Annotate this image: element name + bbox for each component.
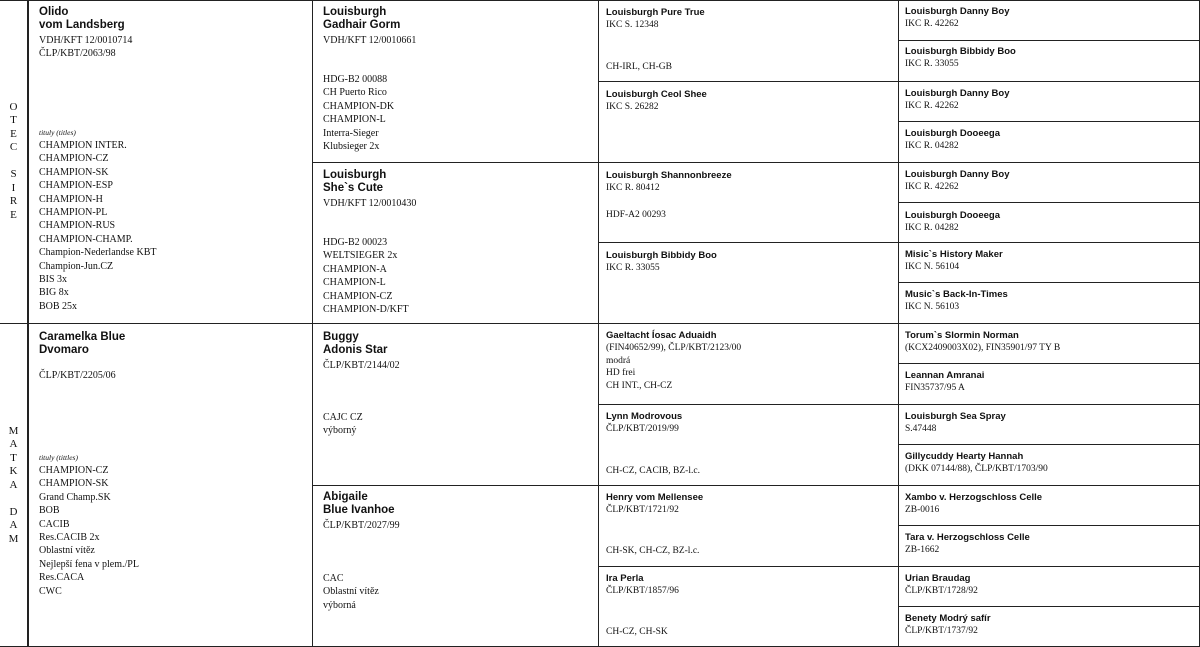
gen2-title: Oblastní vítěz bbox=[323, 586, 379, 598]
gen2-title: CH Puerto Rico bbox=[323, 87, 387, 99]
gen4-name: Urian Braudag bbox=[905, 573, 971, 584]
gen4-cell bbox=[898, 444, 1200, 485]
gen3-detail: modrá bbox=[606, 355, 631, 366]
gen2-title: výborná bbox=[323, 599, 356, 611]
gen2-title: výborný bbox=[323, 425, 357, 437]
gen4-name: Torum`s Slormin Norman bbox=[905, 330, 1019, 341]
gen4-registration: ČLP/KBT/1737/92 bbox=[905, 626, 978, 636]
dam-title: BOB bbox=[39, 505, 60, 517]
gen3-titles: CH-CZ, CH-SK bbox=[606, 627, 668, 637]
gen4-name: Louisburgh Sea Spray bbox=[905, 411, 1006, 422]
gen2-registration: VDH/KFT 12/0010430 bbox=[323, 198, 417, 209]
gen3-name: Louisburgh Shannonbreeze bbox=[606, 170, 732, 181]
gen2-name-line2: She`s Cute bbox=[323, 182, 384, 194]
gen4-registration: S.47448 bbox=[905, 424, 937, 434]
gen3-cell bbox=[598, 162, 898, 242]
gen2-title: HDG-B2 00023 bbox=[323, 237, 388, 248]
gen4-registration: FIN35737/95 A bbox=[905, 383, 965, 393]
gen3-registration: IKC R. 80412 bbox=[606, 183, 660, 193]
sire-title: CHAMPION-ESP bbox=[39, 180, 113, 192]
dam-label-letter: A bbox=[9, 438, 18, 451]
sire-side-label bbox=[0, 0, 28, 323]
gen2-registration: ČLP/KBT/2144/02 bbox=[323, 360, 400, 371]
gen4-registration: IKC R. 42262 bbox=[905, 19, 959, 29]
sire-title: CHAMPION-CZ bbox=[39, 153, 109, 165]
sire-title: Champion-Jun.CZ bbox=[39, 260, 114, 272]
sire-label-letter: O bbox=[9, 100, 18, 113]
gen4-registration: IKC R. 04282 bbox=[905, 223, 959, 233]
gen2-title: CAC bbox=[323, 573, 344, 584]
gen3-cell bbox=[598, 566, 898, 647]
gen2-name-line2: Gadhair Gorm bbox=[323, 19, 401, 31]
gen4-registration: IKC N. 56104 bbox=[905, 262, 960, 272]
gen4-name: Tara v. Herzogschloss Celle bbox=[905, 532, 1030, 543]
dam-title: Res.CACA bbox=[39, 572, 85, 584]
gen4-registration: ZB-0016 bbox=[905, 505, 940, 515]
gen4-registration: IKC N. 56103 bbox=[905, 302, 960, 312]
gen2-title: CHAMPION-D/KFT bbox=[323, 304, 409, 316]
gen4-registration: IKC R. 42262 bbox=[905, 101, 959, 111]
dam-label-letter: D bbox=[9, 505, 18, 518]
sire-label-letter: T bbox=[10, 114, 17, 127]
gen2-cell bbox=[312, 162, 598, 323]
gen2-cell bbox=[312, 485, 598, 647]
gen4-registration: (KCX2409003X02), FIN35901/97 TY B bbox=[905, 343, 1061, 353]
sire-title: CHAMPION-CHAMP. bbox=[39, 233, 133, 245]
gen3-detail: CH INT., CH-CZ bbox=[606, 380, 673, 391]
gen3-titles: CH-CZ, CACIB, BZ-l.c. bbox=[606, 466, 700, 476]
gen2-cell bbox=[312, 0, 598, 162]
gen2-title: CAJC CZ bbox=[323, 412, 363, 423]
gen2-title: CHAMPION-A bbox=[323, 263, 387, 275]
gen3-cell bbox=[598, 242, 898, 323]
gen4-cell bbox=[898, 525, 1200, 566]
dam-cell bbox=[28, 323, 312, 647]
dam-title: Nejlepší fena v plem./PL bbox=[39, 558, 139, 570]
gen3-titles: CH-SK, CH-CZ, BZ-l.c. bbox=[606, 546, 700, 556]
gen4-cell bbox=[898, 81, 1200, 121]
gen3-registration: ČLP/KBT/1721/92 bbox=[606, 505, 679, 515]
gen3-registration: (FIN40652/99), ČLP/KBT/2123/00 bbox=[606, 343, 742, 353]
dam-name-line2: Dvomaro bbox=[39, 344, 89, 356]
sire-title: CHAMPION-RUS bbox=[39, 220, 116, 232]
sire-label-letter: E bbox=[10, 127, 17, 140]
gen3-cell bbox=[598, 0, 898, 81]
dam-label-letter: A bbox=[9, 519, 18, 532]
gen3-registration: ČLP/KBT/1857/96 bbox=[606, 586, 679, 596]
gen4-name: Benety Modrý safír bbox=[905, 613, 991, 624]
gen2-title: CHAMPION-L bbox=[323, 114, 386, 126]
sire-title: CHAMPION-SK bbox=[39, 166, 109, 178]
gen4-cell bbox=[898, 162, 1200, 202]
gen4-name: Louisburgh Dooeega bbox=[905, 128, 1000, 139]
gen4-cell bbox=[898, 282, 1200, 323]
gen2-name-line1: Abigaile bbox=[323, 491, 368, 503]
sire-registration: VDH/KFT 12/0010714 bbox=[39, 35, 133, 46]
gen2-name-line1: Louisburgh bbox=[323, 169, 387, 181]
dam-label-letter: M bbox=[8, 532, 19, 545]
sire-title: BIS 3x bbox=[39, 274, 68, 286]
gen2-title: CHAMPION-L bbox=[323, 277, 386, 289]
gen3-registration: IKC R. 33055 bbox=[606, 263, 660, 273]
gen4-cell bbox=[898, 606, 1200, 647]
gen3-registration: IKC S. 26282 bbox=[606, 102, 659, 112]
gen4-cell bbox=[898, 566, 1200, 606]
gen3-name: Gaeltacht Íosac Aduaidh bbox=[606, 330, 717, 341]
dam-title: CHAMPION-SK bbox=[39, 478, 109, 490]
gen4-name: Misic`s History Maker bbox=[905, 249, 1003, 260]
sire-name-line1: Olido bbox=[39, 6, 69, 18]
gen3-registration: IKC S. 12348 bbox=[606, 20, 659, 30]
gen4-name: Louisburgh Dooeega bbox=[905, 210, 1000, 221]
sire-title: BIG 8x bbox=[39, 287, 69, 299]
gen4-registration: IKC R. 33055 bbox=[905, 59, 959, 69]
dam-label-letter: M bbox=[8, 424, 19, 437]
sire-title: Champion-Nederlandse KBT bbox=[39, 247, 157, 259]
gen4-name: Gillycuddy Hearty Hannah bbox=[905, 451, 1024, 462]
dam-title: Res.CACIB 2x bbox=[39, 532, 100, 544]
gen4-cell bbox=[898, 404, 1200, 444]
dam-side-label bbox=[0, 323, 28, 647]
gen2-title: Klubsieger 2x bbox=[323, 141, 380, 153]
dam-titles-label: tituly (tittles) bbox=[39, 453, 78, 462]
sire-label-letter: S bbox=[10, 168, 17, 181]
gen3-name: Henry vom Mellensee bbox=[606, 492, 704, 503]
gen4-name: Louisburgh Danny Boy bbox=[905, 88, 1010, 99]
gen2-name-line1: Louisburgh bbox=[323, 6, 387, 18]
gen3-cell bbox=[598, 485, 898, 566]
gen2-title: CHAMPION-CZ bbox=[323, 290, 393, 302]
gen3-name: Louisburgh Pure True bbox=[606, 7, 705, 18]
sire-registration-2: ČLP/KBT/2063/98 bbox=[39, 48, 116, 60]
gen3-name: Ira Perla bbox=[606, 573, 644, 584]
gen4-cell bbox=[898, 40, 1200, 81]
gen3-name: Louisburgh Bibbidy Boo bbox=[606, 250, 717, 261]
gen4-registration: IKC R. 04282 bbox=[905, 141, 959, 151]
gen4-name: Louisburgh Bibbidy Boo bbox=[905, 46, 1016, 57]
gen3-name: Louisburgh Ceol Shee bbox=[606, 89, 707, 100]
gen3-name: Lynn Modrovous bbox=[606, 411, 683, 422]
gen2-title: Interra-Sieger bbox=[323, 127, 379, 139]
gen3-cell bbox=[598, 323, 898, 404]
gen3-detail: HD frei bbox=[606, 368, 636, 378]
sire-label-letter: E bbox=[10, 208, 17, 221]
dam-label-letter: K bbox=[9, 465, 18, 478]
sire-label-letter: R bbox=[9, 195, 18, 208]
gen3-cell bbox=[598, 404, 898, 485]
gen2-cell bbox=[312, 323, 598, 485]
gen4-name: Louisburgh Danny Boy bbox=[905, 6, 1010, 17]
dam-label-letter: T bbox=[10, 451, 17, 464]
gen4-cell bbox=[898, 363, 1200, 404]
gen3-titles: HDF-A2 00293 bbox=[606, 210, 666, 220]
dam-label-letter: A bbox=[9, 478, 18, 491]
gen3-titles: CH-IRL, CH-GB bbox=[606, 62, 672, 72]
sire-title: BOB 25x bbox=[39, 300, 78, 312]
gen2-title: HDG-B2 00088 bbox=[323, 74, 388, 85]
sire-label-letter: C bbox=[9, 141, 18, 154]
sire-title: CHAMPION INTER. bbox=[39, 140, 127, 151]
dam-title: Oblastní vítěz bbox=[39, 545, 95, 557]
gen4-name: Louisburgh Danny Boy bbox=[905, 169, 1010, 180]
gen2-title: WELTSIEGER 2x bbox=[323, 250, 398, 262]
gen2-name-line2: Blue Ivanhoe bbox=[323, 504, 395, 516]
gen3-registration: ČLP/KBT/2019/99 bbox=[606, 424, 679, 434]
gen2-registration: VDH/KFT 12/0010661 bbox=[323, 35, 417, 46]
gen3-cell bbox=[598, 81, 898, 162]
gen2-title: CHAMPION-DK bbox=[323, 100, 395, 112]
gen4-cell bbox=[898, 323, 1200, 363]
gen4-cell bbox=[898, 121, 1200, 162]
gen4-registration: IKC R. 42262 bbox=[905, 182, 959, 192]
sire-title: CHAMPION-H bbox=[39, 193, 103, 205]
gen4-registration: (DKK 07144/88), ČLP/KBT/1703/90 bbox=[905, 464, 1048, 474]
gen4-cell bbox=[898, 0, 1200, 40]
gen4-cell bbox=[898, 485, 1200, 525]
gen2-name-line2: Adonis Star bbox=[323, 344, 388, 356]
gen4-name: Music`s Back-In-Times bbox=[905, 289, 1008, 300]
gen4-name: Xambo v. Herzogschloss Celle bbox=[905, 492, 1043, 503]
dam-title: Grand Champ.SK bbox=[39, 491, 111, 503]
gen4-name: Leannan Amranai bbox=[905, 370, 985, 381]
dam-title: CACIB bbox=[39, 518, 70, 530]
sire-titles-label: tituly (titles) bbox=[39, 128, 76, 137]
sire-name-line2: vom Landsberg bbox=[39, 19, 125, 31]
dam-title: CHAMPION-CZ bbox=[39, 465, 109, 476]
dam-registration: ČLP/KBT/2205/06 bbox=[39, 370, 116, 381]
sire-title: CHAMPION-PL bbox=[39, 207, 108, 219]
gen4-cell bbox=[898, 242, 1200, 282]
sire-cell bbox=[28, 0, 312, 323]
sire-label-letter: I bbox=[11, 181, 16, 194]
gen4-registration: ČLP/KBT/1728/92 bbox=[905, 586, 978, 596]
gen4-cell bbox=[898, 202, 1200, 242]
gen2-registration: ČLP/KBT/2027/99 bbox=[323, 520, 400, 531]
gen4-registration: ZB-1662 bbox=[905, 545, 940, 555]
dam-name-line1: Caramelka Blue bbox=[39, 331, 126, 343]
gen2-name-line1: Buggy bbox=[323, 331, 359, 343]
dam-title: CWC bbox=[39, 585, 62, 597]
